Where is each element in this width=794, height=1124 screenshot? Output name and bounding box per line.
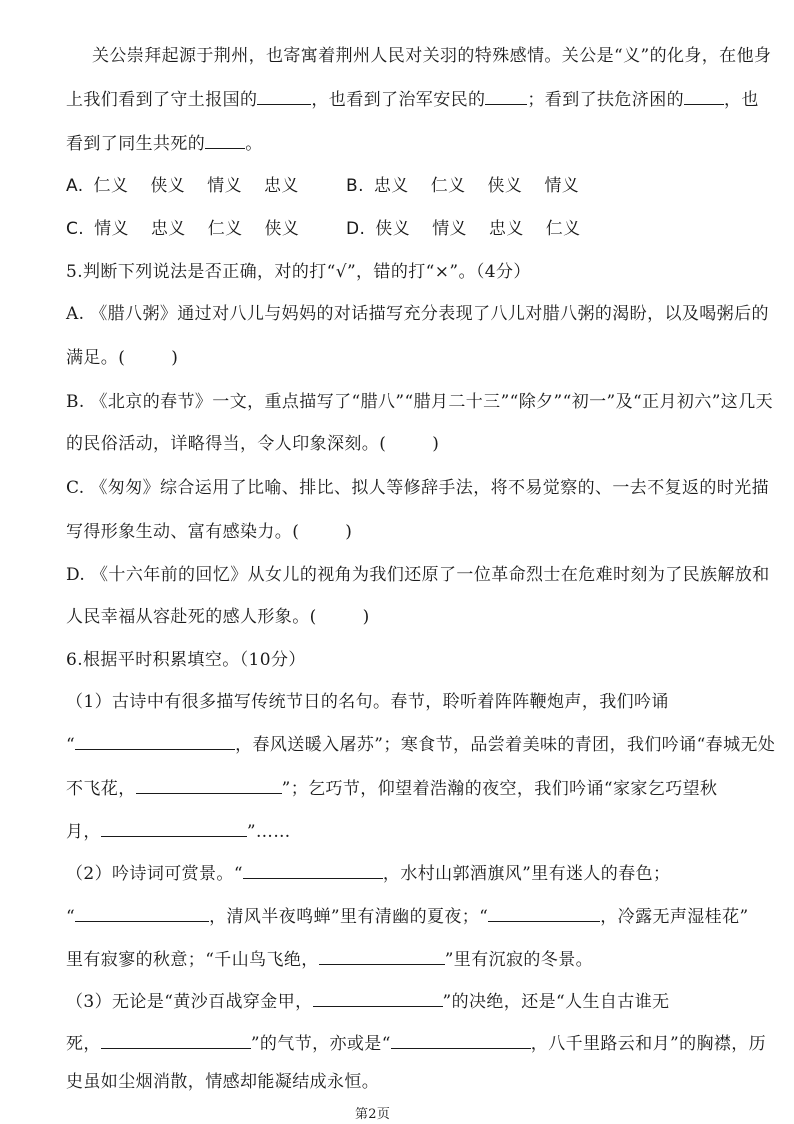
q6-part2-line3 xyxy=(66,948,593,972)
poem-text: （2）吟诗词可赏景。“ xyxy=(66,864,243,884)
blank-4[interactable] xyxy=(205,132,245,149)
q6-part3-line3: 史虽如尘烟消散，情感却能凝结成永恒。 xyxy=(66,1072,380,1092)
option-word: 忠义 xyxy=(263,176,299,196)
q5-statement-C-end xyxy=(66,520,352,544)
passage-text: 关公崇拜起源于荆州，也寄寓着荆州人民对关羽的特殊感情。关公是“义”的化身，在他身 xyxy=(92,46,772,66)
q6-part3-line2 xyxy=(66,1032,766,1056)
option-word: 情义 xyxy=(207,176,242,196)
poem-text: （3）无论是“黄沙百战穿金甲， xyxy=(66,992,313,1012)
option-word: 情义 xyxy=(544,176,580,196)
blank-poem-10[interactable] xyxy=(391,1032,531,1049)
q6-part1-line4 xyxy=(66,820,291,844)
poem-text: 死， xyxy=(66,1034,101,1054)
option-word: 仁义 xyxy=(207,219,243,239)
statement-text: 人民幸福从容赴死的感人形象。( xyxy=(66,607,317,627)
passage-text: ，也看到了治军安民的 xyxy=(311,90,486,110)
q5-statement-D: D. 《十六年前的回忆》从女儿的视角为我们还原了一位革命烈士在危难时刻为了民族解放和 xyxy=(66,565,770,585)
option-word: 侠义 xyxy=(375,219,411,239)
q5-statement-A: A. 《腊八粥》通过对八儿与妈妈的对话描写充分表现了八儿对腊八粥的渴盼，以及喝粥后的 xyxy=(66,304,769,324)
blank-poem-5[interactable] xyxy=(75,905,209,922)
option-letter: C. xyxy=(66,219,85,239)
statement-text: ) xyxy=(171,348,179,368)
page-number: 第2页 xyxy=(355,1107,391,1122)
option-word: 情义 xyxy=(432,219,467,239)
option-word: 仁义 xyxy=(93,176,129,196)
blank-poem-7[interactable] xyxy=(319,948,445,965)
blank-poem-6[interactable] xyxy=(488,905,600,922)
poem-text: ”的决绝，还是“人生自古谁无 xyxy=(442,992,670,1012)
option-word: 情义 xyxy=(94,219,129,239)
blank-poem-2[interactable] xyxy=(136,777,282,794)
question-5-title: 5.判断下列说法是否正确，对的打“√”，错的打“×”。（4分） xyxy=(66,262,531,282)
q6-part2-line2 xyxy=(66,905,749,929)
q5-statement-C: C. 《匆匆》综合运用了比喻、排比、拟人等修辞手法，将不易觉察的、一去不复返的时光描 xyxy=(66,478,770,498)
option-A[interactable] xyxy=(66,174,321,198)
statement-text: ) xyxy=(345,522,353,542)
poem-text: ”的气节，亦或是“ xyxy=(250,1034,391,1054)
statement-text: ) xyxy=(362,607,370,627)
option-word: 侠义 xyxy=(487,176,523,196)
statement-text: ) xyxy=(432,434,440,454)
poem-text: 不飞花， xyxy=(66,779,136,799)
option-word: 仁义 xyxy=(430,176,466,196)
poem-text: 里有寂寥的秋意；“千山鸟飞绝， xyxy=(66,950,319,970)
q6-part1-line2 xyxy=(66,733,775,757)
passage-line-3 xyxy=(66,132,263,156)
statement-text: 写得形象生动、富有感染力。( xyxy=(66,522,300,542)
option-word: 忠义 xyxy=(150,219,186,239)
poem-text: ，八千里路云和月”的胸襟，历 xyxy=(530,1034,767,1054)
poem-text: 月， xyxy=(66,822,101,842)
option-C[interactable] xyxy=(66,217,321,241)
q6-part1-line3 xyxy=(66,777,717,801)
poem-text: “ xyxy=(66,907,76,927)
option-letter: D. xyxy=(346,219,366,239)
q5-statement-D-end xyxy=(66,605,370,629)
option-word: 侠义 xyxy=(264,219,300,239)
blank-poem-8[interactable] xyxy=(313,990,443,1007)
option-word: 仁义 xyxy=(545,219,581,239)
passage-line-1 xyxy=(92,44,771,68)
poem-text: “ xyxy=(66,735,76,755)
statement-text: 满足。( xyxy=(66,348,126,368)
passage-line-2 xyxy=(66,88,759,112)
passage-text: 看到了同生共死的 xyxy=(66,134,206,154)
passage-text: 。 xyxy=(245,134,263,154)
option-D[interactable] xyxy=(346,217,603,241)
blank-3[interactable] xyxy=(684,88,724,105)
blank-poem-4[interactable] xyxy=(243,862,383,879)
question-6-title: 6.根据平时积累填空。（10分） xyxy=(66,650,306,670)
passage-text: ，也 xyxy=(724,90,759,110)
option-word: 侠义 xyxy=(150,176,186,196)
blank-poem-9[interactable] xyxy=(101,1032,251,1049)
blank-poem-3[interactable] xyxy=(101,820,247,837)
q5-statement-B-end xyxy=(66,432,439,456)
option-letter: A. xyxy=(66,176,84,196)
q5-statement-B: B. 《北京的春节》一文，重点描写了“腊八”“腊月二十三”“除夕”“初一”及“正月初六”这几天 xyxy=(66,392,774,412)
passage-text: 上我们看到了守土报国的 xyxy=(66,90,258,110)
option-B[interactable] xyxy=(346,174,601,198)
poem-text: ”…… xyxy=(246,822,291,842)
statement-text: 的民俗活动，详略得当，令人印象深刻。( xyxy=(66,434,387,454)
blank-2[interactable] xyxy=(485,88,527,105)
poem-text: ，清风半夜鸣蝉”里有清幽的夏夜；“ xyxy=(209,907,489,927)
option-word: 忠义 xyxy=(373,176,409,196)
option-word: 忠义 xyxy=(488,219,524,239)
q6-part2-line1 xyxy=(66,862,670,886)
poem-text: ”里有沉寂的冬景。 xyxy=(444,950,593,970)
blank-poem-1[interactable] xyxy=(75,733,235,750)
poem-text: ，冷露无声湿桂花” xyxy=(600,907,749,927)
option-letter: B. xyxy=(346,176,364,196)
q6-part3-line1 xyxy=(66,990,670,1014)
blank-1[interactable] xyxy=(257,88,311,105)
passage-text: ；看到了扶危济困的 xyxy=(527,90,685,110)
q5-statement-A-end xyxy=(66,346,178,370)
poem-text: ，水村山郭酒旗风”里有迷人的春色； xyxy=(382,864,671,884)
poem-text: ，春风送暖入屠苏”；寒食节，品尝着美味的青团，我们吟诵“春城无处 xyxy=(235,735,776,755)
q6-part1-line1: （1）古诗中有很多描写传统节日的名句。春节，聆听着阵阵鞭炮声，我们吟诵 xyxy=(66,692,669,712)
poem-text: ”；乞巧节，仰望着浩瀚的夜空，我们吟诵“家家乞巧望秋 xyxy=(281,779,718,799)
